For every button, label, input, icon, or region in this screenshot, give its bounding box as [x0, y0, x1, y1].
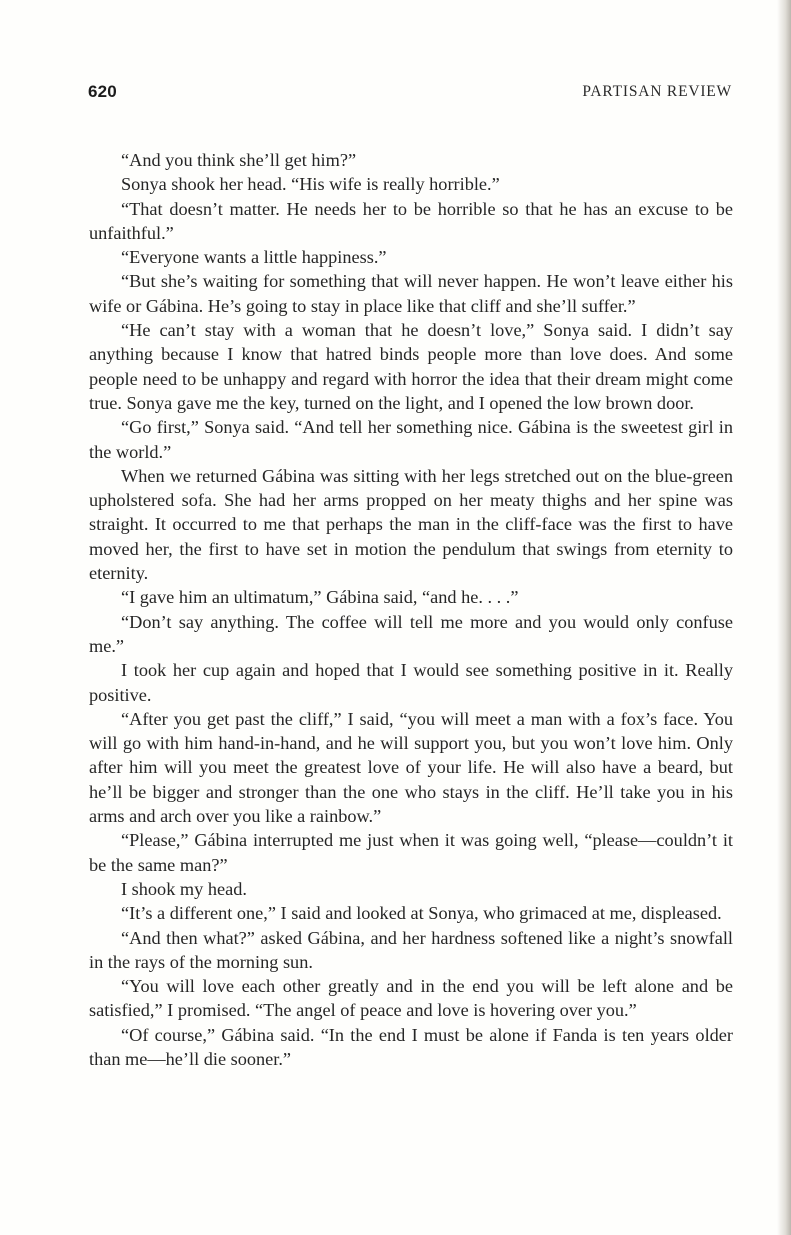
paragraph: “That doesn’t matter. He needs her to be horrible so that he has an excuse to be unfaithful.”	[89, 198, 733, 243]
paragraph: “I gave him an ultimatum,” Gábina said, “and he. . . .”	[121, 587, 519, 608]
running-head	[88, 82, 732, 106]
paragraph: “Everyone wants a little happiness.”	[121, 247, 387, 268]
paragraph: I shook my head.	[121, 878, 247, 899]
page-number: 620	[88, 82, 117, 101]
paragraph: Sonya shook her head. “His wife is really horrible.”	[121, 174, 500, 195]
paragraph: “After you get past the cliff,” I said, “you will meet a man with a fox’s face. You will go with him hand-in-hand, and he will support you, but you won’t love him. Only after him will you meet the greatest love of your life. He will also have a beard, but he’ll be bigger and stronger than the one who stays in the cliff. He’ll take you in his arms and arch over you like a rainbow.”	[89, 708, 733, 827]
paragraph: “He can’t stay with a woman that he doesn’t love,” Sonya said. I didn’t say anything because I know that hatred binds people more than love does. And some people need to be unhappy and regard with horror the idea that their dream might come true. Sonya gave me the key, turned on the light, and I opened the low brown door.	[89, 320, 733, 413]
paragraph: “It’s a different one,” I said and looked at Sonya, who grimaced at me, displeased.	[121, 903, 722, 924]
paragraph: “Go first,” Sonya said. “And tell her something nice. Gábina is the sweetest girl in the world.”	[89, 417, 733, 462]
page-edge-shadow	[777, 0, 791, 1235]
paragraph: When we returned Gábina was sitting with her legs stretched out on the blue-green upholstered sofa. She had her arms propped on her meaty thighs and her spine was straight. It occurred to me that perhaps the man in the cliff-face was the first to have moved her, the first to have set in motion the pendulum that swings from eternity to eternity.	[89, 465, 733, 584]
paragraph: I took her cup again and hoped that I would see something positive in it. Really positive.	[89, 660, 733, 705]
paragraph: “You will love each other greatly and in the end you will be left alone and be satisfied,” I promised. “The angel of peace and love is hovering over you.”	[89, 976, 733, 1021]
paragraph: “Of course,” Gábina said. “In the end I must be alone if Fanda is ten years older than me—he’ll die sooner.”	[89, 1024, 733, 1069]
paragraph: “But she’s waiting for something that will never happen. He won’t leave either his wife or Gábina. He’s going to stay in place like that cliff and she’ll suffer.”	[89, 271, 733, 316]
paragraph: “Please,” Gábina interrupted me just when it was going well, “please—couldn’t it be the same man?”	[89, 830, 733, 875]
paragraph: “And you think she’ll get him?”	[121, 150, 357, 170]
paragraph: “Don’t say anything. The coffee will tell me more and you would only confuse me.”	[89, 611, 733, 656]
body-text	[89, 148, 733, 1071]
journal-title: PARTISAN REVIEW	[582, 83, 732, 100]
paragraph: “And then what?” asked Gábina, and her hardness softened like a night’s snowfall in the rays of the morning sun.	[89, 927, 733, 972]
